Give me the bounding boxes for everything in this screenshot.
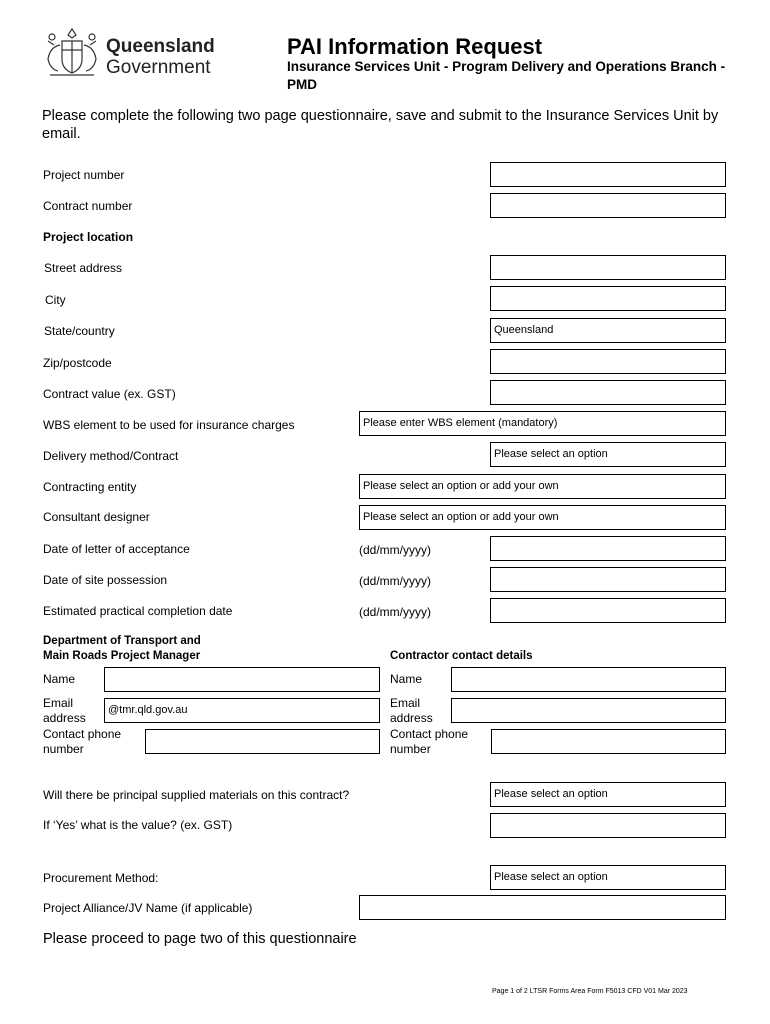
delivery-method-select[interactable]: Please select an option xyxy=(490,442,726,467)
contract-number-label: Contract number xyxy=(43,199,133,213)
logo-text-queensland: Queensland xyxy=(106,36,215,57)
street-address-label: Street address xyxy=(44,261,123,275)
procurement-method-label: Procurement Method: xyxy=(43,871,159,885)
est-completion-date-hint: (dd/mm/yyyy) xyxy=(359,605,431,619)
dtmr-phone-label-line1: Contact phone xyxy=(43,727,122,741)
project-location-heading: Project location xyxy=(43,230,134,244)
date-letter-acceptance-label: Date of letter of acceptance xyxy=(43,542,190,556)
dtmr-name-label: Name xyxy=(43,672,76,686)
consultant-designer-select[interactable]: Please select an option or add your own xyxy=(359,505,726,530)
contract-value-label: Contract value (ex. GST) xyxy=(43,387,176,401)
city-field[interactable] xyxy=(490,286,726,311)
project-number-field[interactable] xyxy=(490,162,726,187)
wbs-element-label: WBS element to be used for insurance charges xyxy=(43,418,295,432)
proceed-note: Please proceed to page two of this questionnaire xyxy=(43,931,357,947)
alliance-name-field[interactable] xyxy=(359,895,726,920)
dtmr-name-field[interactable] xyxy=(104,667,380,692)
est-completion-date-field[interactable] xyxy=(490,598,726,623)
contracting-entity-label: Contracting entity xyxy=(43,480,137,494)
materials-value-field[interactable] xyxy=(490,813,726,838)
dtmr-email-label-line2: address xyxy=(43,711,86,725)
materials-answer-select[interactable]: Please select an option xyxy=(490,782,726,807)
delivery-method-label: Delivery method/Contract xyxy=(43,449,179,463)
dtmr-email-field[interactable]: @tmr.qld.gov.au xyxy=(104,698,380,723)
project-number-label: Project number xyxy=(43,168,125,182)
zip-postcode-label: Zip/postcode xyxy=(43,356,112,370)
est-completion-date-label: Estimated practical completion date xyxy=(43,604,233,618)
procurement-method-select[interactable]: Please select an option xyxy=(490,865,726,890)
dtmr-email-label-line1: Email xyxy=(43,696,74,710)
coat-of-arms-icon xyxy=(42,27,102,81)
consultant-designer-label: Consultant designer xyxy=(43,510,150,524)
page-subtitle: Insurance Services Unit - Program Delivery and Operations Branch - PMD xyxy=(287,59,726,92)
contractor-name-label: Name xyxy=(390,672,423,686)
contractor-email-label-line2: address xyxy=(390,711,433,725)
alliance-name-label: Project Alliance/JV Name (if applicable) xyxy=(43,901,253,915)
city-label: City xyxy=(45,293,66,307)
dtmr-heading-line1: Department of Transport and xyxy=(43,635,201,647)
contract-number-field[interactable] xyxy=(490,193,726,218)
date-site-possession-hint: (dd/mm/yyyy) xyxy=(359,574,431,588)
materials-question-label: Will there be principal supplied materials on this contract? xyxy=(43,788,350,802)
page-footer: Page 1 of 2 LTSR Forms Area Form F5013 CFD V01 Mar 2023 xyxy=(492,988,688,995)
contractor-heading: Contractor contact details xyxy=(390,650,533,662)
state-country-label: State/country xyxy=(44,324,115,338)
contractor-email-label-line1: Email xyxy=(390,696,421,710)
date-site-possession-field[interactable] xyxy=(490,567,726,592)
zip-postcode-field[interactable] xyxy=(490,349,726,374)
state-country-field[interactable]: Queensland xyxy=(490,318,726,343)
dtmr-phone-field[interactable] xyxy=(145,729,380,754)
contractor-email-field[interactable] xyxy=(451,698,726,723)
contractor-phone-label-line1: Contact phone xyxy=(390,727,469,741)
dtmr-phone-label-line2: number xyxy=(43,742,84,756)
contractor-phone-field[interactable] xyxy=(491,729,726,754)
page-title: PAI Information Request xyxy=(287,34,543,59)
street-address-field[interactable] xyxy=(490,255,726,280)
materials-value-label: If ‘Yes’ what is the value? (ex. GST) xyxy=(43,818,233,832)
date-site-possession-label: Date of site possession xyxy=(43,573,168,587)
logo-text-government: Government xyxy=(106,57,211,78)
date-letter-acceptance-hint: (dd/mm/yyyy) xyxy=(359,543,431,557)
intro-text: Please complete the following two page questionnaire, save and submit to the Insurance Services Unit by email. xyxy=(42,108,719,142)
contract-value-field[interactable] xyxy=(490,380,726,405)
date-letter-acceptance-field[interactable] xyxy=(490,536,726,561)
dtmr-heading-line2: Main Roads Project Manager xyxy=(43,650,201,662)
contractor-phone-label-line2: number xyxy=(390,742,431,756)
contractor-name-field[interactable] xyxy=(451,667,726,692)
contracting-entity-select[interactable]: Please select an option or add your own xyxy=(359,474,726,499)
wbs-element-field[interactable]: Please enter WBS element (mandatory) xyxy=(359,411,726,436)
